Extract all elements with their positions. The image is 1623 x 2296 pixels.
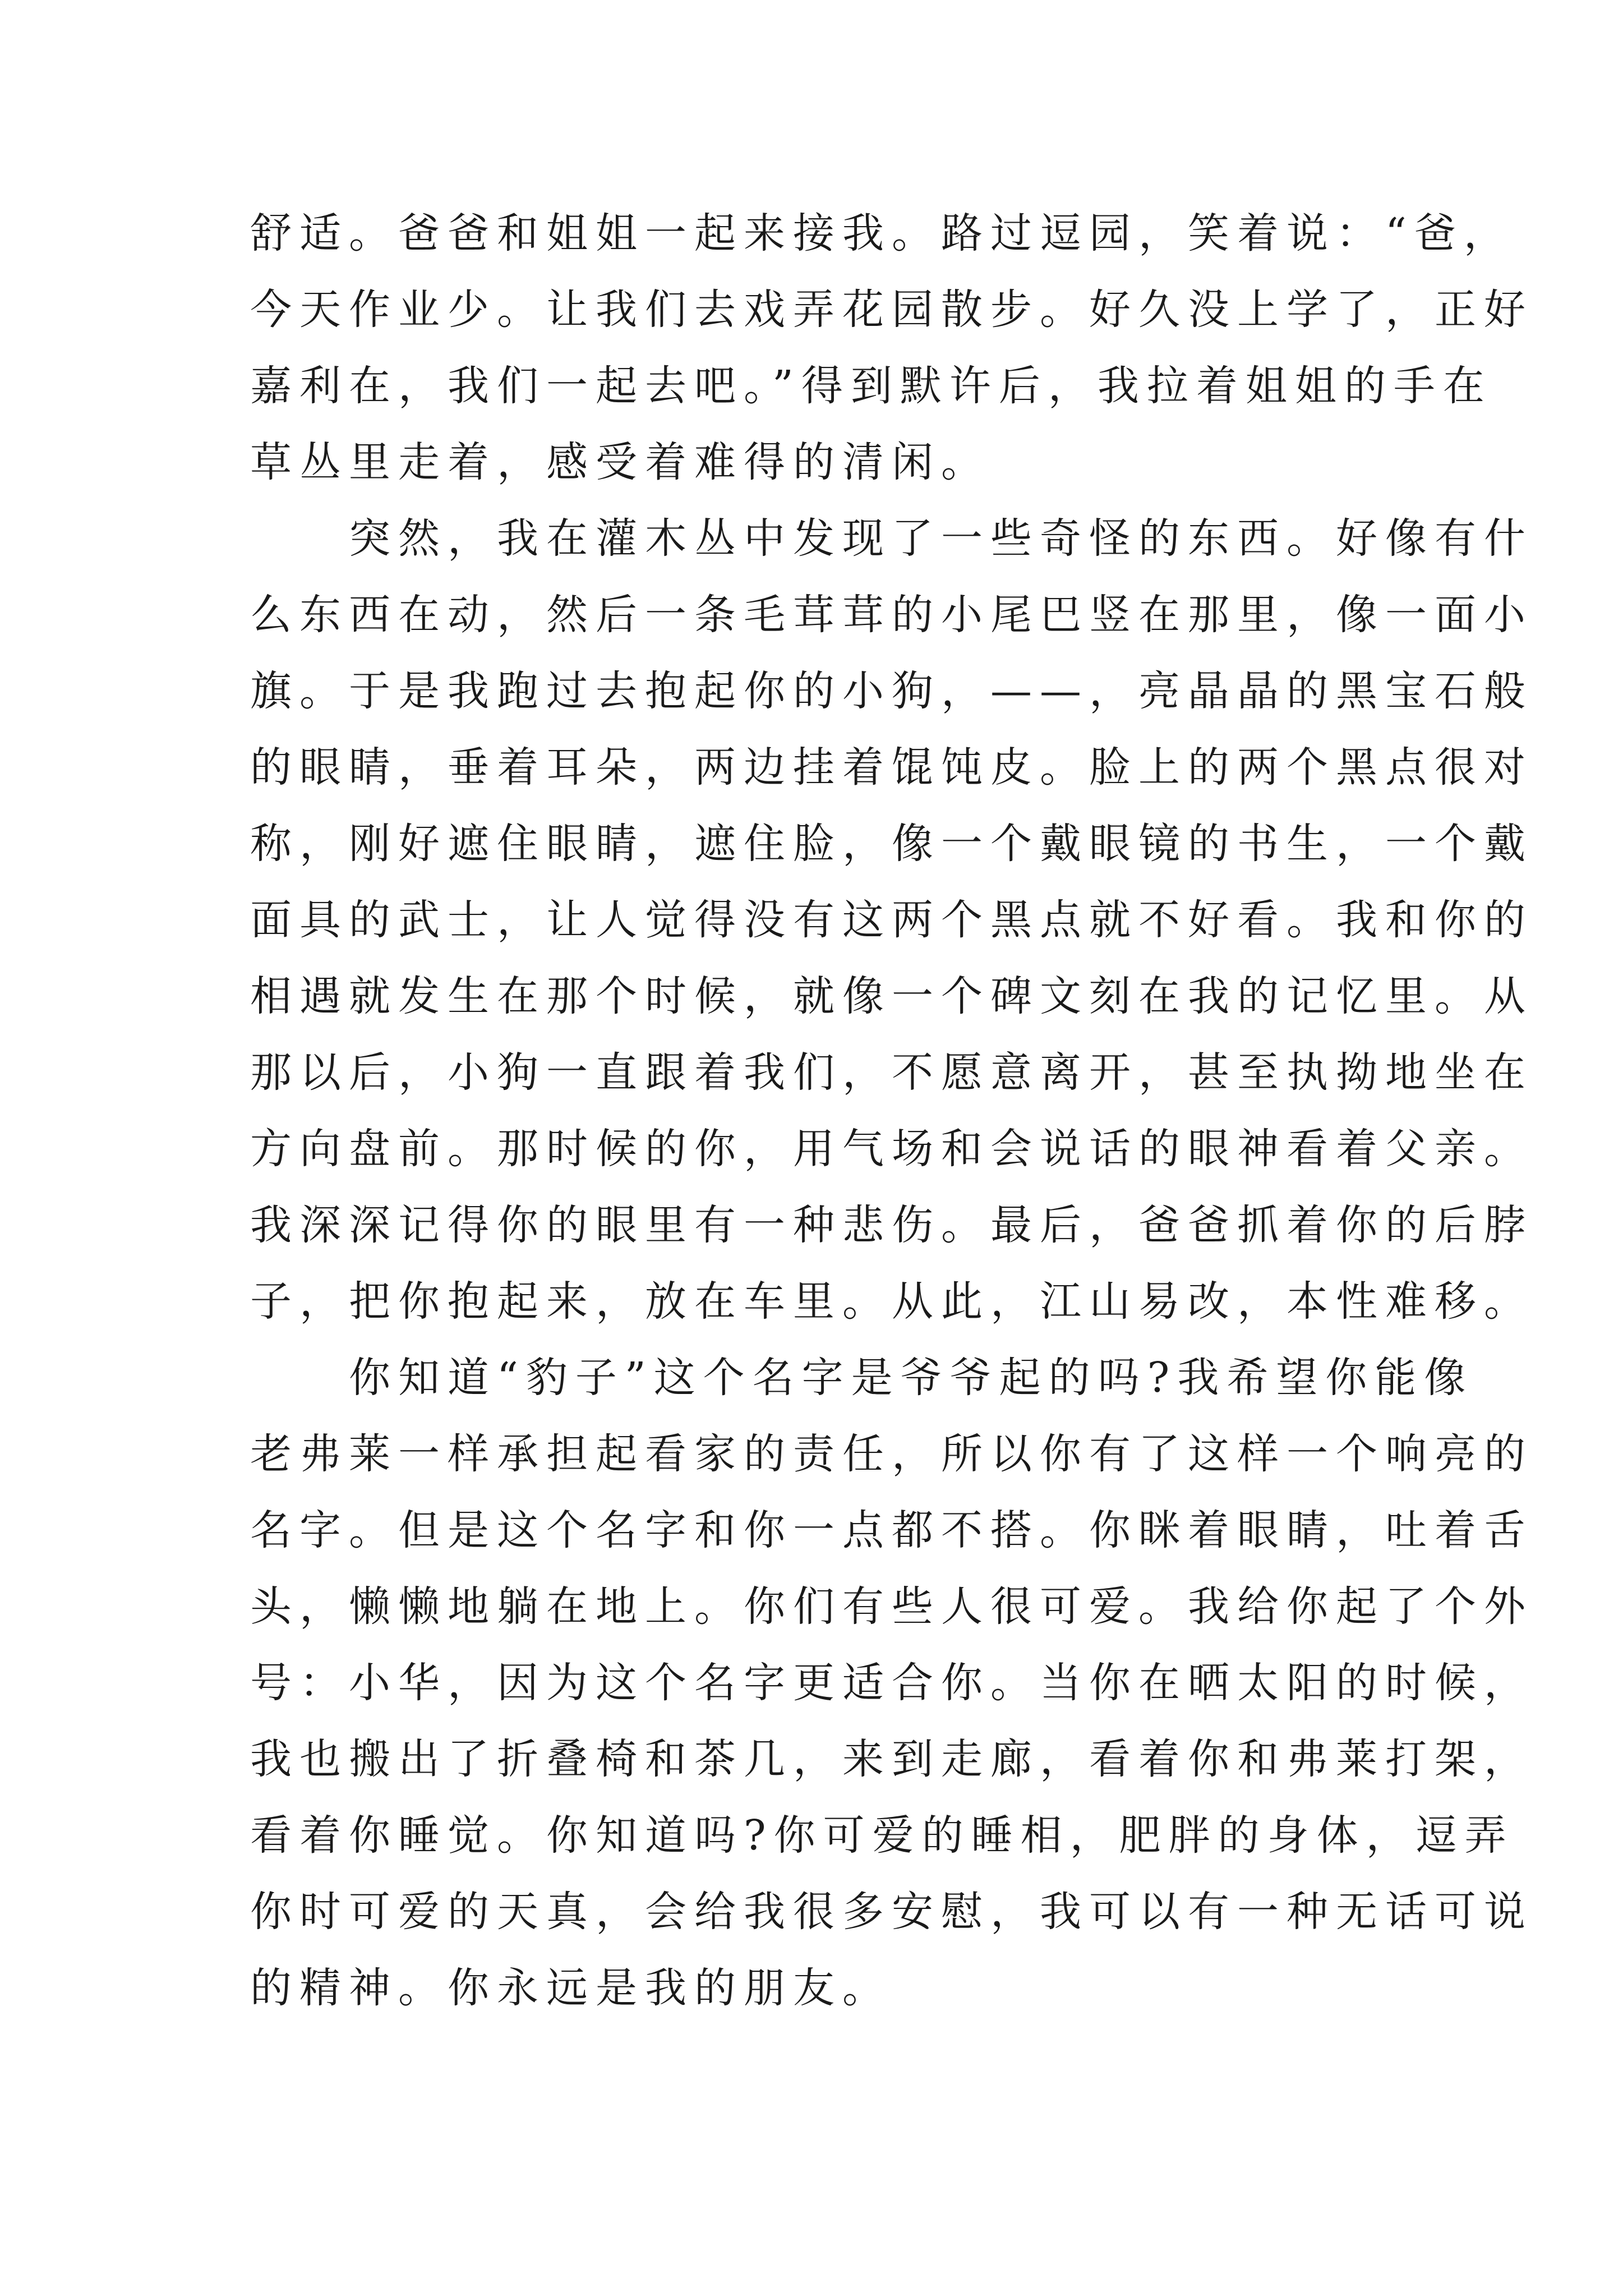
text-line: 你知道“豹子”这个名字是爷爷起的吗?我希望你能像: [250, 1354, 1474, 1402]
text-line: 的精神。你永远是我的朋友。: [250, 1964, 892, 2012]
text-line: 号：小华，因为这个名字更适合你。当你在晒太阳的时候，: [250, 1659, 1533, 1707]
text-line: 那以后，小狗一直跟着我们，不愿意离开，甚至执拗地坐在: [250, 1048, 1533, 1097]
text-line: 草丛里走着，感受着难得的清闲。: [250, 438, 990, 486]
text-line: 面具的武士，让人觉得没有这两个黑点就不好看。我和你的: [250, 896, 1533, 944]
text-line: 么东西在动，然后一条毛茸茸的小尾巴竖在那里，像一面小: [250, 591, 1533, 639]
text-line: 嘉利在，我们一起去吧。”得到默许后，我拉着姐姐的手在: [250, 362, 1492, 410]
text-line: 你时可爱的天真，会给我很多安慰，我可以有一种无话可说: [250, 1888, 1533, 1936]
text-line: 看着你睡觉。你知道吗?你可爱的睡相，肥胖的身体，逗弄: [250, 1811, 1514, 1860]
text-line: 称，刚好遮住眼睛，遮住脸，像一个戴眼镜的书生，一个戴: [250, 820, 1533, 868]
text-line: 老弗莱一样承担起看家的责任，所以你有了这样一个响亮的: [250, 1430, 1533, 1478]
text-line: 我深深记得你的眼里有一种悲伤。最后，爸爸抓着你的后脖: [250, 1201, 1533, 1249]
text-line: 旗。于是我跑过去抱起你的小狗，——，亮晶晶的黑宝石般: [250, 667, 1533, 715]
text-line: 舒适。爸爸和姐姐一起来接我。路过逗园，笑着说：“爸，: [250, 209, 1513, 257]
text-line: 名字。但是这个名字和你一点都不搭。你眯着眼睛，吐着舌: [250, 1506, 1533, 1554]
text-line: 我也搬出了折叠椅和茶几，来到走廊，看着你和弗莱打架，: [250, 1735, 1533, 1783]
text-line: 子，把你抱起来，放在车里。从此，江山易改，本性难移。: [250, 1277, 1533, 1326]
text-line: 的眼睛，垂着耳朵，两边挂着馄饨皮。脸上的两个黑点很对: [250, 743, 1533, 792]
text-line: 头，懒懒地躺在地上。你们有些人很可爱。我给你起了个外: [250, 1582, 1533, 1631]
text-line: 今天作业少。让我们去戏弄花园散步。好久没上学了，正好: [250, 286, 1533, 334]
text-line: 突然，我在灌木丛中发现了一些奇怪的东西。好像有什: [250, 514, 1533, 563]
body-text: [250, 195, 1533, 2026]
text-line: 方向盘前。那时候的你，用气场和会说话的眼神看着父亲。: [250, 1125, 1533, 1173]
text-line: 相遇就发生在那个时候，就像一个碑文刻在我的记忆里。从: [250, 972, 1533, 1020]
